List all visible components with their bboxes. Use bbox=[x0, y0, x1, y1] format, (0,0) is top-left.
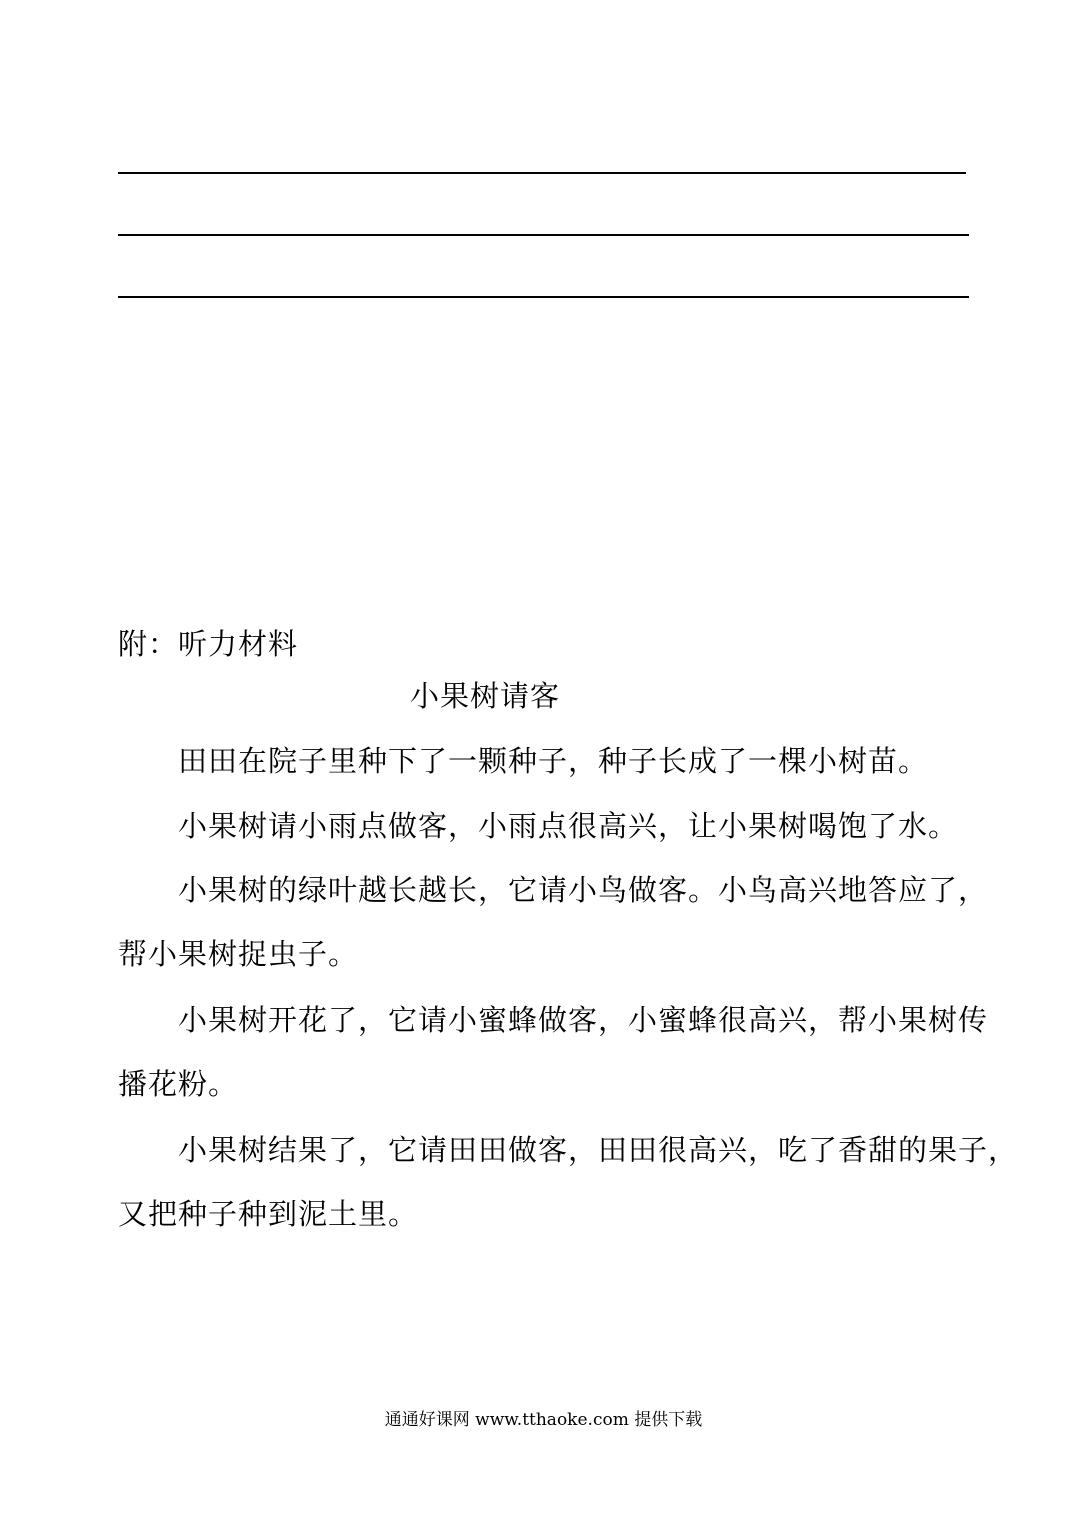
story-paragraph-line: 小果树的绿叶越长越长，它请小鸟做客。小鸟高兴地答应了， bbox=[178, 873, 989, 907]
footer-source-note: 通通好课网 www.tthaoke.com 提供下载 bbox=[384, 1410, 703, 1430]
story-paragraph-line: 小果树开花了，它请小蜜蜂做客，小蜜蜂很高兴，帮小果树传 bbox=[178, 1003, 989, 1037]
story-paragraph-line: 小果树请小雨点做客，小雨点很高兴，让小果树喝饱了水。 bbox=[178, 809, 959, 843]
story-paragraph-line: 小果树结果了，它请田田做客，田田很高兴，吃了香甜的果子， bbox=[178, 1133, 1019, 1167]
story-paragraph-line: 播花粉。 bbox=[118, 1067, 239, 1101]
story-paragraph-line: 帮小果树捉虫子。 bbox=[118, 937, 359, 971]
story-paragraph-line: 田田在院子里种下了一颗种子，种子长成了一棵小树苗。 bbox=[178, 744, 929, 778]
story-title: 小果树请客 bbox=[410, 679, 561, 713]
answer-line-1 bbox=[118, 172, 966, 174]
answer-line-2 bbox=[118, 234, 969, 236]
answer-line-3 bbox=[118, 296, 969, 298]
story-paragraph-line: 又把种子种到泥土里。 bbox=[118, 1197, 419, 1231]
appendix-heading: 附：听力材料 bbox=[118, 627, 299, 661]
